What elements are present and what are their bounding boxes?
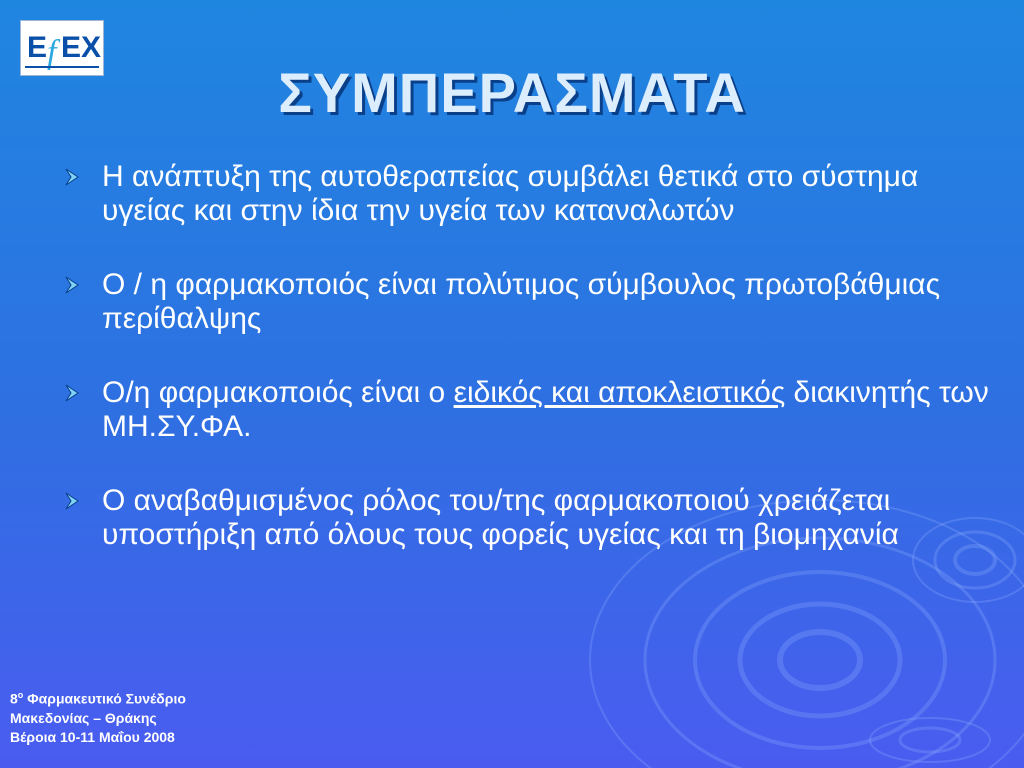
svg-text:f: f <box>47 34 57 71</box>
bullet-text-underlined: ειδικός και αποκλειστικός <box>453 376 786 409</box>
bullet-text: Ο / η φαρμακοποιός είναι πολύτιμος σύμβουλος πρωτοβάθμιας περίθαλψης <box>102 268 941 335</box>
bullet-item <box>62 268 992 336</box>
footer-line-1 <box>10 686 186 709</box>
arrow-bullet-icon <box>62 272 88 298</box>
arrow-bullet-icon <box>62 488 88 514</box>
bullet-item <box>62 484 992 552</box>
bullet-item <box>62 160 992 228</box>
bullet-item <box>62 376 992 444</box>
svg-text:E: E <box>27 31 48 64</box>
bullet-text-start: Ο/η φαρμακοποιός είναι ο <box>102 376 454 409</box>
footer-conference-name: Φαρμακευτικό Συνέδριο <box>23 690 186 707</box>
svg-text:EX: EX <box>61 31 102 64</box>
footer-ordinal: ο <box>17 690 24 700</box>
bullet-text: Η ανάπτυξη της αυτοθεραπείας συμβάλει θετικά στο σύστημα υγείας και στην ίδια την υγεία των καταναλωτών <box>102 160 919 227</box>
slide-title: ΣΥΜΠΕΡΑΣΜΑΤΑ <box>278 61 746 124</box>
conclusions-list <box>62 160 992 592</box>
footer-line-3: Βέροια 10-11 Μαΐου 2008 <box>10 728 175 745</box>
bullet-text-end: διακινητής των ΜΗ.ΣΥ.ΦΑ. <box>102 376 989 443</box>
arrow-bullet-icon <box>62 380 88 406</box>
footer-line-2: Μακεδονίας – Θράκης <box>10 709 157 726</box>
footer-number: 8 <box>10 690 18 707</box>
arrow-bullet-icon <box>62 164 88 190</box>
bullet-text: Ο αναβαθμισμένος ρόλος του/της φαρμακοποιού χρειάζεται υποστήριξη από όλους τους φορείς υγείας και τη βιομηχανία <box>102 484 899 551</box>
conference-footer <box>10 686 186 747</box>
